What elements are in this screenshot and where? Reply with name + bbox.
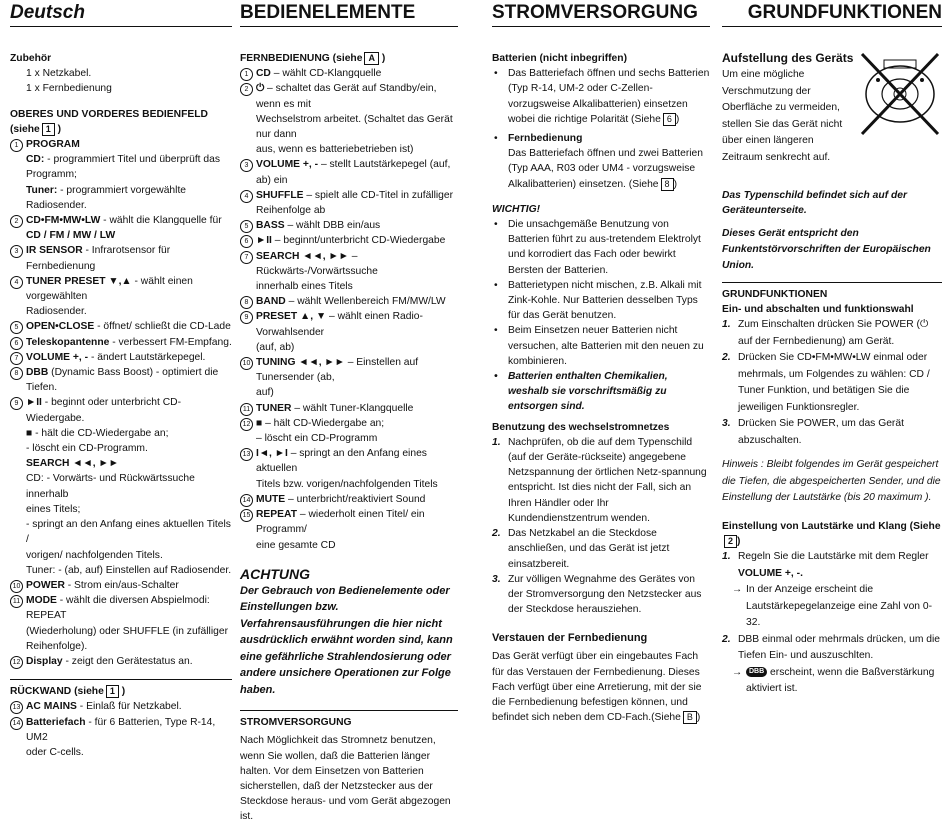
remote-item: Wechselstrom arbeitet. (Schaltet das Gerät nur dann [256, 113, 453, 141]
figure-ref: 6 [663, 113, 676, 126]
remote-item: 3 VOLUME +, - – stellt Lautstärkepegel (auf, ab) ein [240, 157, 458, 187]
wichtig-list [492, 217, 710, 369]
top-front-heading: OBERES UND VORDERES BEDIENFELD (siehe 1 ) [10, 108, 208, 135]
mains-list [492, 435, 710, 617]
item-number: 7 [10, 352, 23, 365]
control-list [10, 137, 232, 669]
battery-bullet: • Das Batteriefach öffnen und sechs Batterien (Typ R-14, UM-2 oder C-Zellen- vorzugsweise Alkalibatterien) einsetzen wobei die richtige Polarität (Siehe 6 ) [494, 68, 710, 125]
control-item: CD / FM / MW / LW [26, 230, 116, 242]
remote-item: 2 ⏻ – schaltet das Gerät auf Standby/ein, wenn es mit [240, 81, 458, 111]
item-number: 12 [240, 418, 253, 431]
figure-ref: 1 [42, 123, 55, 136]
volume-heading: Einstellung von Lautstärke und Klang (Siehe2 ) [722, 520, 941, 548]
item-number: 2 [10, 215, 23, 228]
remote-item: (auf, ab) [256, 341, 295, 353]
remote-item: 4 SHUFFLE – spielt alle CD-Titel in zufälliger [240, 188, 458, 203]
remote-item: 6 ►II – beginnt/unterbricht CD-Wiedergabe [240, 233, 458, 248]
remote-list [240, 66, 458, 553]
power-heading: STROMVERSORGUNG [240, 717, 352, 729]
control-item: 4 TUNER PRESET ▼,▲ - wählt einen vorgewählten [10, 274, 232, 304]
item-number: 3 [10, 245, 23, 258]
basic-step: 1. Zum Einschalten drücken Sie POWER (⏻ auf der Fernbedienung) am Gerät. [722, 319, 929, 347]
remote-item: Reihenfolge ab [256, 205, 326, 217]
figure-ref: 1 [106, 685, 119, 698]
item-number: 1 [240, 68, 253, 81]
accessory-item: 1 x Fernbedienung [26, 83, 112, 95]
remote-item: 7 SEARCH ◄◄, ►► – Rückwärts-/Vorwärtssuche [240, 249, 458, 279]
remote-item: innerhalb eines Titels [256, 281, 353, 293]
item-number: 13 [10, 701, 23, 714]
figure-ref: 8 [661, 178, 674, 191]
section-title: STROMVERSORGUNG [492, 0, 710, 27]
item-number: 9 [240, 311, 253, 324]
remote-item: 10 TUNING ◄◄, ►► – Einstellen auf Tunersender (ab, [240, 355, 458, 385]
control-item: vorigen/ nachfolgenden Titels. [26, 549, 163, 561]
control-item: 5 OPEN•CLOSE - öffnet/ schließt die CD-Lade [10, 319, 232, 334]
remote-item: Titels bzw. vorigen/nachfolgenden Titels [256, 478, 438, 490]
remote-item: 5 BASS – wählt DBB ein/aus [240, 218, 458, 233]
control-item: 2 CD•FM•MW•LW - wählt die Klangquelle für [10, 213, 232, 228]
item-number: 4 [10, 276, 23, 289]
basic-step: 3. Drücken Sie POWER, um das Gerät abzuschalten. [722, 418, 904, 446]
control-item: - löscht ein CD-Programm. [26, 443, 148, 455]
volume-arrow-2: → DBB erscheint, wenn die Baßverstärkung aktiviert ist. [732, 666, 935, 695]
volume-step-1: 1. Regeln Sie die Lautstärke mit dem Regler VOLUME +, -. [722, 551, 929, 579]
setup-heading: Aufstellung des Geräts [722, 51, 854, 65]
control-item: 8 DBB (Dynamic Bass Boost) - optimiert die Tiefen. [10, 365, 232, 395]
item-number: 9 [10, 397, 23, 410]
item-number: 3 [240, 159, 253, 172]
volume-arrow-1: → In der Anzeige erscheint die Lautstärkepegelanzeige eine Zahl von 0-32. [732, 584, 933, 629]
item-number: 8 [10, 367, 23, 380]
wichtig-item: • Die unsachgemäße Benutzung von Batterien führt zu aus-tretendem Elektrolyt und korrodiert das Fach oder bewirkt Bersten der Batterien. [494, 219, 701, 276]
control-item: eines Titels; [26, 503, 81, 515]
control-item: 12 Display - zeigt den Gerätestatus an. [10, 654, 232, 669]
volume-step-2: 2. DBB einmal oder mehrmals drücken, um die Tiefen Ein- und auszuschlten. [722, 633, 941, 662]
remote-store-heading: Verstauen der Fernbedienung [492, 632, 648, 645]
onoff-heading: Ein- und abschalten und funktionswahl [722, 304, 914, 316]
accessories-heading: Zubehör [10, 53, 52, 64]
wichtig-last: • Batterien enthalten Chemikalien, weshalb sie vorschriftsmäßig zu entsorgen sind. [494, 371, 668, 413]
back-item: 14 Batteriefach - für 6 Batterien, Type R-14, UM2 [10, 715, 232, 745]
remote-item: auf) [256, 387, 274, 399]
back-item: oder C-cells. [26, 746, 84, 758]
item-number: 5 [10, 321, 23, 334]
warning-heading: ACHTUNG [240, 565, 310, 582]
item-number: 2 [240, 83, 253, 96]
warning-text: Der Gebrauch von Bedienelemente oder Einstellungen bzw. Verfahrensausführungen die hier nicht ausdrücklich erwähnt worden sind, kann eine gefährliche Strahlendosierung oder andere unsichere Operationen zur Folge haben. [240, 584, 453, 696]
control-item: Radiosender. [26, 306, 87, 318]
control-item: - springt an den Anfang eines aktuellen Titels / [26, 519, 231, 546]
section-title: BEDIENELEMENTE [240, 0, 458, 27]
power-text: Nach Möglichkeit das Stromnetz benutzen, wenn Sie wollen, daß die Batterien länger halten. Vor dem Einsetzen von Batterien sicherstellen, daß der Netzstecker aus der Steckdose heraus- und vom Gerät abgezogen ist. [240, 735, 451, 823]
remote-item: 15 REPEAT – wiederholt einen Titel/ ein Programm/ [240, 507, 458, 537]
remote-item: eine gesamte CD [256, 539, 336, 551]
upright-player-crossed-icon [854, 48, 944, 140]
remote-item: – löscht ein CD-Programm [256, 433, 378, 445]
control-item: 7 VOLUME +, - - ändert Lautstärkepegel. [10, 350, 232, 365]
wichtig-item: • Batterietypen nicht mischen, z.B. Alkali mit Zink-Kohle. Nur Batterien desselben Typs für das Gerät benutzen. [494, 279, 702, 322]
remote-item: 14 MUTE – unterbricht/reaktiviert Sound [240, 492, 458, 507]
item-number: 11 [240, 403, 253, 416]
control-item: 10 POWER - Strom ein/aus-Schalter [10, 578, 232, 593]
page-title: Deutsch [10, 0, 232, 27]
dbb-badge-icon: DBB [746, 667, 767, 677]
column-grundfunktionen [722, 0, 942, 695]
back-heading: RÜCKWAND (siehe 1 ) [10, 686, 126, 698]
mains-step: 2. Das Netzkabel an die Steckdose anschließen, und das Gerät ist jetzt einsatzbereit. [492, 528, 670, 570]
column-deutsch [10, 0, 232, 758]
remote-item: 1 CD – wählt CD-Klangquelle [240, 66, 458, 81]
back-item: 13 AC MAINS - Einlaß für Netzkabel. [10, 699, 232, 714]
figure-ref: A [364, 52, 379, 65]
column-bedienelemente [240, 0, 458, 823]
item-number: 7 [240, 251, 253, 264]
control-item: SEARCH ◄◄, ►► [26, 458, 119, 470]
remote-item: aus, wenn es batteriebetrieben ist) [256, 144, 414, 156]
remote-item: 8 BAND – wählt Wellenbereich FM/MW/LW [240, 294, 458, 309]
control-item: Tuner: - programmiert vorgewählte Radiosender. [26, 184, 187, 211]
control-item: Tuner: - (ab, auf) Einstellen auf Radiosender. [26, 564, 232, 576]
item-number: 4 [240, 190, 253, 203]
item-number: 14 [10, 717, 23, 730]
control-item: 6 Teleskopantenne - verbessert FM-Empfang. [10, 335, 232, 350]
battery-bullet: • Fernbedienung [494, 133, 583, 145]
column-stromversorgung [492, 0, 710, 724]
typeplate-note: Das Typenschild befindet sich auf der Geräteunterseite. [722, 190, 908, 216]
control-item: Reihenfolge). [26, 640, 88, 652]
item-number: 8 [240, 296, 253, 309]
item-number: 11 [10, 595, 23, 608]
control-item: 11 MODE - wählt die diversen Abspielmodi: REPEAT [10, 593, 232, 623]
control-item: 3 IR SENSOR - Infrarotsensor für Fernbedienung [10, 243, 232, 273]
item-number: 6 [240, 235, 253, 248]
control-item: (Wiederholung) oder SHUFFLE (in zufälliger [26, 625, 229, 637]
back-list [10, 699, 232, 760]
remote-battery-text: Das Batteriefach öffnen und zwei Batterien (Typ AAA, R03 oder UM4 - vorzugsweise Alkalibatterien) einsetzen. (Siehe 8 ) [508, 148, 703, 190]
basic-step: 2. Drücken Sie CD•FM•MW•LW einmal oder mehrmals, um Folgendes zu wählen: CD / Tuner Funktion, und betätigen Sie die jeweiligen Funktionsregler. [722, 352, 930, 413]
remote-item: 9 PRESET ▲, ▼ – wählt einen Radio-Vorwahlsender [240, 309, 458, 339]
remote-item: 13 I◄, ►I – springt an den Anfang eines aktuellen [240, 446, 458, 476]
item-number: 10 [10, 580, 23, 593]
item-number: 6 [10, 337, 23, 350]
figure-ref: B [683, 711, 697, 724]
setup-text: Um eine mögliche Verschmutzung der Oberfläche zu vermeiden, stellen Sie das Gerät nicht über einen längeren Zeitraum senkrecht auf. [722, 69, 843, 163]
control-item: CD: - Vorwärts- und Rückwärtssuche innerhalb [26, 473, 195, 500]
batteries-heading: Batterien (nicht inbegriffen) [492, 53, 628, 64]
basic-heading: GRUNDFUNKTIONEN [722, 289, 828, 300]
remote-store-text: Das Gerät verfügt über ein eingebautes Fach für das Verstauen der Fernbedienung. Dieses Fach verfügt über eine Arretierung, mit der sie die Fernbedienung befestigen können, und befindet sich neben dem CD-Fach.(Siehe B ) [492, 651, 702, 724]
remote-item: 11 TUNER – wählt Tuner-Klangquelle [240, 401, 458, 416]
control-item: 1 PROGRAM [10, 137, 232, 152]
remote-item: 12 ■ – hält CD-Wiedergabe an; [240, 416, 458, 431]
item-number: 14 [240, 494, 253, 507]
section-title: GRUNDFUNKTIONEN [722, 0, 942, 27]
accessory-item: 1 x Netzkabel. [26, 68, 92, 80]
mains-step: 3. Zur völligen Wegnahme des Gerätes von der Stromversorgung den Netzstecker aus der Steckdose herausziehen. [492, 573, 702, 616]
wichtig-heading: WICHTIG! [492, 203, 541, 215]
mains-step: 1. Nachprüfen, ob die auf dem Typenschild (auf der Geräte-rückseite) angegebene Netzspannung der örtlichen Netz-spannung entspricht. Ist dies nicht der Fall, sich an Ihren Händler oder Ihr Kundendienstzentrum wenden. [492, 436, 707, 524]
figure-ref: 2 [724, 535, 737, 548]
item-number: 5 [240, 220, 253, 233]
mains-heading: Benutzung des wechselstromnetzes [492, 421, 670, 433]
item-number: 13 [240, 448, 253, 461]
item-number: 15 [240, 509, 253, 522]
radio-regs-note: Dieses Gerät entspricht den Funkentstörvorschriften der Europäischen Union. [722, 228, 931, 271]
control-item: 9 ►II - beginnt oder unterbricht CD-Wiedergabe. [10, 395, 232, 425]
wichtig-item: • Beim Einsetzen neuer Batterien nicht versuchen, alte Batterien mit den neuen zu kombinieren. [494, 325, 704, 367]
item-number: 10 [240, 357, 253, 370]
steps-list [722, 317, 942, 449]
remote-heading: FERNBEDIENUNG (siehe A ) [240, 53, 386, 64]
control-item: ■ - hält die CD-Wiedergabe an; [26, 427, 169, 439]
hint-text: Hinweis : Bleibt folgendes im Gerät gespeichert die Tiefen, die abgespeicherten Sender, und die Einstellung der Lautstärke (bis 20 maximum ). [722, 459, 941, 504]
item-number: 12 [10, 656, 23, 669]
control-item: CD: - programmiert Titel und überprüft das Programm; [26, 154, 221, 181]
item-number: 1 [10, 139, 23, 152]
